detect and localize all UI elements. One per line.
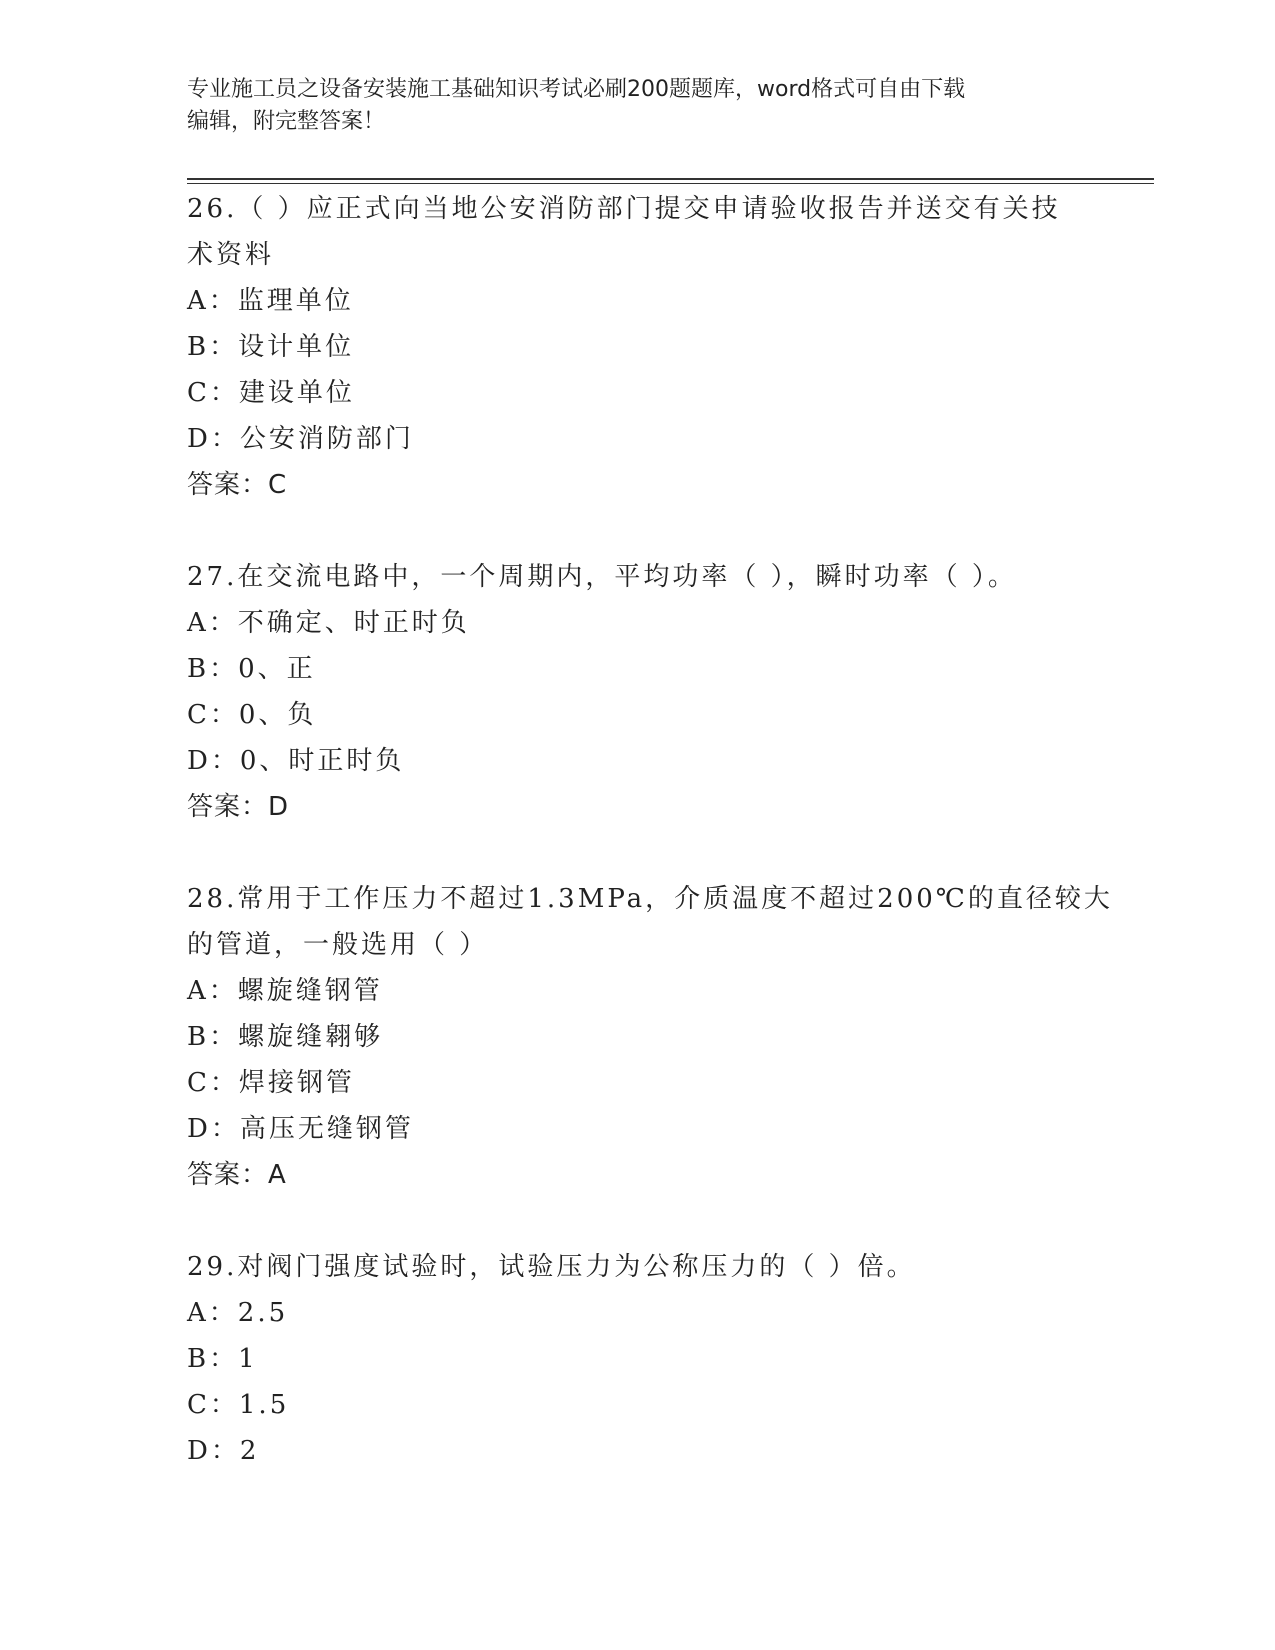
question-stem: 26.（ ）应正式向当地公安消防部门提交申请验收报告并送交有关技 xyxy=(187,194,1061,224)
question-stem: 27.在交流电路中，一个周期内，平均功率（ ），瞬时功率（ ）。 xyxy=(187,562,1017,592)
question-27 xyxy=(187,554,1087,830)
header-divider-thin xyxy=(187,183,1154,184)
answer: 答案：C xyxy=(187,470,288,500)
question-stem-cont: 术资料 xyxy=(187,240,275,270)
option-c: C：焊接钢管 xyxy=(187,1068,355,1098)
header-line-2: 编辑，附完整答案！ xyxy=(187,109,386,134)
option-a: A：螺旋缝钢管 xyxy=(187,976,383,1006)
option-b: B：设计单位 xyxy=(187,332,355,362)
header-line-1: 专业施工员之设备安装施工基础知识考试必刷200题题库，word格式可自由下载 xyxy=(187,77,966,102)
answer: 答案：A xyxy=(187,1160,287,1190)
question-26 xyxy=(187,186,1087,508)
question-29 xyxy=(187,1244,1087,1474)
question-28 xyxy=(187,876,1113,1198)
option-b: B：螺旋缝翱够 xyxy=(187,1022,384,1052)
option-d: D：2 xyxy=(187,1436,260,1466)
option-c: C：1.5 xyxy=(187,1390,290,1420)
question-stem: 29.对阀门强度试验时，试验压力为公称压力的（ ）倍。 xyxy=(187,1252,916,1282)
question-stem: 28.常用于工作压力不超过1.3MPa，介质温度不超过200℃的直径较大 xyxy=(187,884,1113,914)
document-header xyxy=(187,74,1087,138)
option-a: A：监理单位 xyxy=(187,286,354,316)
option-a: A：不确定、时正时负 xyxy=(187,608,470,638)
option-c: C：0、负 xyxy=(187,700,317,730)
option-d: D：公安消防部门 xyxy=(187,424,414,454)
option-d: D：0、时正时负 xyxy=(187,746,405,776)
option-a: A：2.5 xyxy=(187,1298,289,1328)
option-c: C：建设单位 xyxy=(187,378,355,408)
option-d: D：高压无缝钢管 xyxy=(187,1114,414,1144)
question-stem-cont: 的管道，一般选用（ ） xyxy=(187,930,489,960)
option-b: B：1 xyxy=(187,1344,258,1374)
answer: 答案：D xyxy=(187,792,290,822)
question-list xyxy=(187,186,1113,1474)
option-b: B：0、正 xyxy=(187,654,316,684)
header-divider-thick xyxy=(187,178,1154,180)
